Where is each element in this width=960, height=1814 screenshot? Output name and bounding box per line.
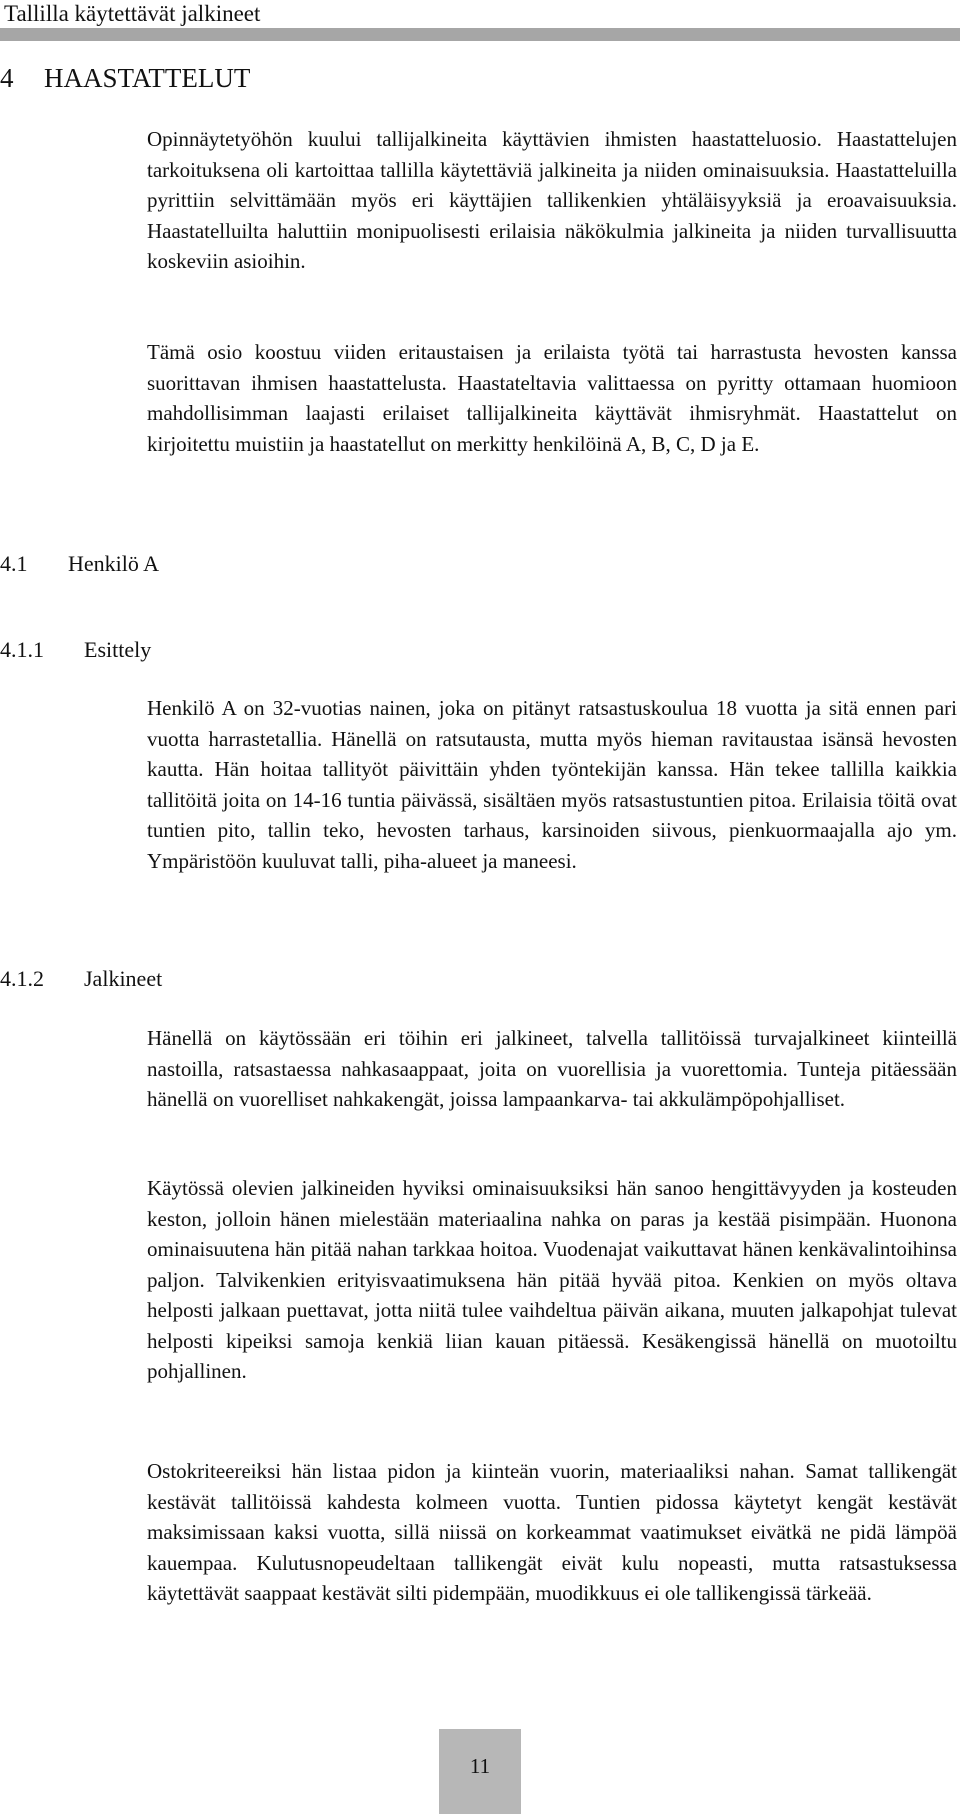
page-number-box — [439, 1729, 521, 1814]
chapter-title: HAASTATTELUT — [44, 63, 251, 93]
jalkineet-paragraph-2: Käytössä olevien jalkineiden hyviksi ominaisuuksiksi hän sanoo hengittävyyden ja kosteuden keston, jolloin hänen mielestään materiaalina nahka on paras ja kestää pisimpään. Huonona ominaisuutena hän pitää nahan tarkkaa hoitoa. Vuodenajat vaikuttavat hänen kenkävalintoihinsa paljon. Talvikenkien erityisvaatimuksena hän pitää hyvää pitoa. Kenkien on myös oltava helposti jalkaan puettavat, jotta niitä tulee vaihdeltua päivän aikana, muuten jalkapohjat tulevat helposti kipeiksi samoja kenkiä liian kauan pitäessä. Kesäkengissä hänellä on muotoiltu pohjallinen. — [147, 1176, 957, 1383]
header-rule — [0, 28, 960, 41]
subsection-heading-esittely — [0, 636, 151, 664]
esittely-paragraph: Henkilö A on 32-vuotias nainen, joka on pitänyt ratsastuskoulua 18 vuotta ja sitä ennen pari vuotta harrastetallia. Hänellä on ratsutausta, mutta myös hieman ravitaustaa isänsä hevosten kautta. Hän hoitaa tallityöt päivittäin yhden työntekijän kanssa. Hän tekee tallilla kaikkia tallitöitä joita on 14-16 tuntia päivässä, sisältäen myös ratsastustuntien pitoa. Erilaisia töitä ovat tuntien pito, tallin teko, hevosten tarhaus, karsinoiden siivous, pienkuormaajalla ajo ym. Ympäristöön kuuluvat talli, piha-alueet ja maneesi. — [147, 696, 957, 873]
subsection-number: 4.1.2 — [0, 966, 44, 991]
chapter-number: 4 — [0, 63, 14, 93]
section-title: Henkilö A — [68, 551, 160, 576]
intro-paragraph-1: Opinnäytetyöhön kuului tallijalkineita käyttävien ihmisten haastatteluosio. Haastattelujen tarkoituksena oli kartoittaa tallilla käytettäviä jalkineita ja niiden ominaisuuksia. Haastatteluilla pyrittiin selvittämään myös eri käyttäjien tallikenkien yhtäläisyyksiä ja eroavaisuuksia. Haastatelluilta haluttiin monipuolisesti erilaisia näkökulmia jalkineita ja niiden turvallisuutta koskeviin asioihin. — [147, 127, 957, 273]
jalkineet-paragraph-1: Hänellä on käytössään eri töihin eri jalkineet, talvella tallitöissä turvajalkineet kiinteillä nastoilla, ratsastaessa nahkasaappaat, joita on vuorellisia ja vuorettomia. Tunteja pitäessään hänellä on vuorelliset nahkakengät, joissa lampaankarva- tai akkulämpöpohjalliset. — [147, 1026, 957, 1111]
running-header: Tallilla käytettävät jalkineet — [4, 1, 261, 26]
section-heading — [0, 550, 159, 578]
intro-paragraph-2: Tämä osio koostuu viiden eritaustaisen ja erilaista työtä tai harrastusta hevosten kanssa suorittavan ihmisen haastattelusta. Haastateltavia valittaessa on pyritty ottamaan huomioon mahdollisimman laajasti erilaiset tallijalkineita käyttävät ihmisryhmät. Haastattelut on kirjoitettu muistiin ja haastatellut on merkitty henkilöinä A, B, C, D ja E. — [147, 340, 957, 456]
jalkineet-paragraph-3: Ostokriteereiksi hän listaa pidon ja kiinteän vuorin, materiaaliksi nahan. Samat tallikengät kestävät tallitöissä kahdesta kolmeen vuotta. Tuntien pidossa käytetyt kengät kestävät maksimissaan kaksi vuotta, sillä niissä on korkeammat vaatimukset eivätkä ne pidä lämpöä kauempaa. Kulutusnopeudeltaan tallikengät eivät kulu nopeasti, mutta ratsastuksessa käytettävät saappaat kestävät silti pidempään, muodikkuus ei ole tallikengissä tärkeää. — [147, 1459, 957, 1605]
subsection-title: Esittely — [84, 637, 152, 662]
page-number: 11 — [469, 1754, 491, 1778]
subsection-number: 4.1.1 — [0, 637, 44, 662]
subsection-title: Jalkineet — [84, 966, 163, 991]
section-number: 4.1 — [0, 551, 28, 576]
chapter-heading — [0, 62, 250, 94]
subsection-heading-jalkineet — [0, 965, 162, 993]
